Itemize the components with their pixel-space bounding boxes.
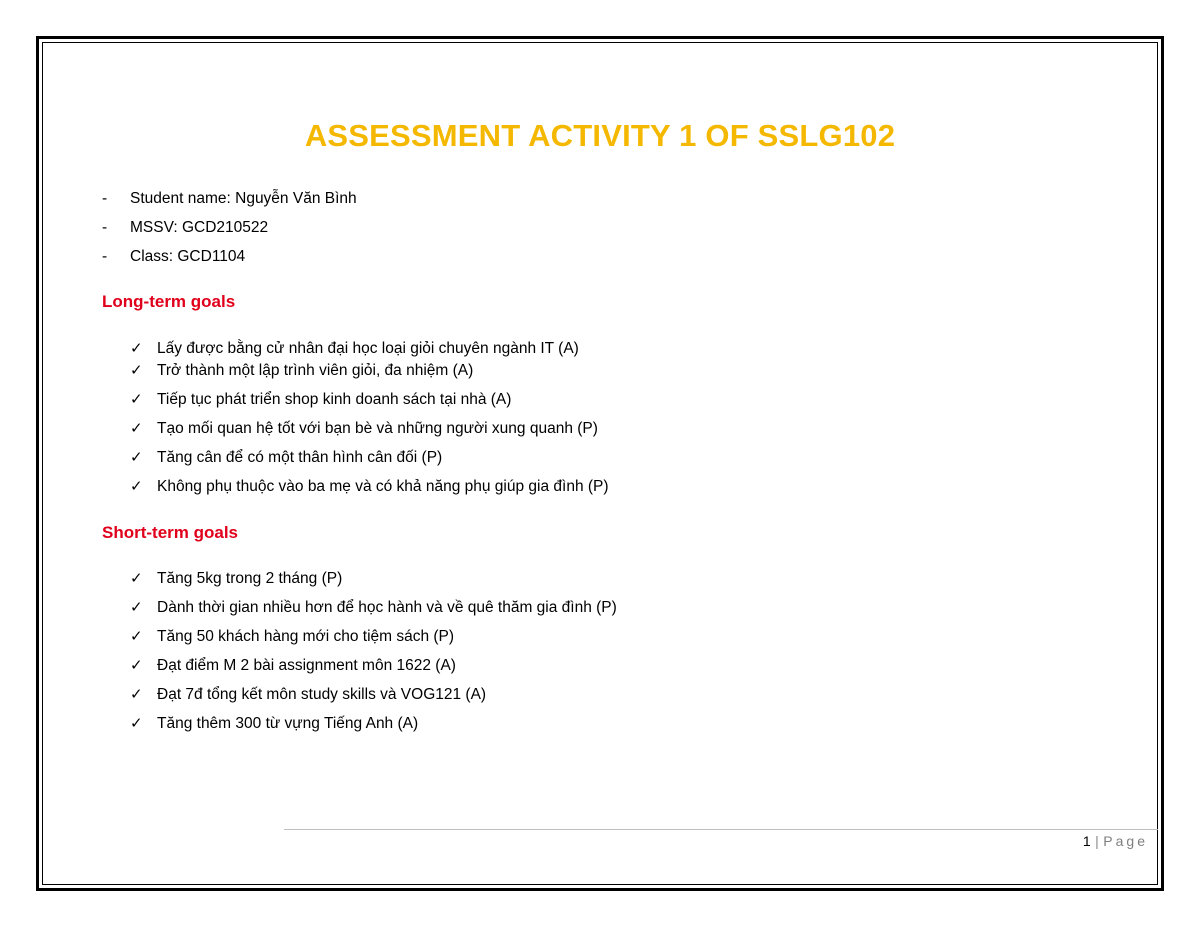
footer-divider (284, 829, 1158, 830)
list-item: ✓ Trở thành một lập trình viên giỏi, đa nhiệm (A) (130, 360, 609, 389)
check-icon: ✓ (130, 391, 143, 408)
list-item: ✓ Tăng thêm 300 từ vựng Tiếng Anh (A) (130, 713, 617, 742)
page-label: Page (1103, 833, 1148, 849)
list-item: ✓ Đạt điểm M 2 bài assignment môn 1622 (A) (130, 655, 617, 684)
student-info-list (102, 187, 357, 274)
check-icon: ✓ (130, 340, 143, 357)
list-item: ✓ Dành thời gian nhiều hơn để học hành và về quê thăm gia đình (P) (130, 597, 617, 626)
check-icon: ✓ (130, 628, 143, 645)
check-icon: ✓ (130, 362, 143, 379)
list-item: ✓ Tăng 50 khách hàng mới cho tiệm sách (P) (130, 626, 617, 655)
page-separator: | (1095, 833, 1100, 849)
long-term-heading: Long-term goals (102, 292, 236, 311)
check-icon: ✓ (130, 686, 143, 703)
short-term-goals-list (130, 568, 617, 742)
check-icon: ✓ (130, 478, 143, 495)
list-item: ✓ Tiếp tục phát triển shop kinh doanh sách tại nhà (A) (130, 389, 609, 418)
info-item-mssv: - MSSV: GCD210522 (102, 219, 269, 236)
check-icon: ✓ (130, 599, 143, 616)
list-item: ✓ Đạt 7đ tổng kết môn study skills và VOG121 (A) (130, 684, 617, 713)
check-icon: ✓ (130, 715, 143, 732)
check-icon: ✓ (130, 570, 143, 587)
page-number: 1 (1082, 833, 1092, 849)
check-icon: ✓ (130, 449, 143, 466)
check-icon: ✓ (130, 657, 143, 674)
page-footer (1083, 833, 1148, 849)
list-item: ✓ Tăng cân để có một thân hình cân đối (P) (130, 447, 609, 476)
list-item: ✓ Lấy được bằng cử nhân đại học loại giỏi chuyên ngành IT (A) (130, 338, 609, 360)
info-item-class: - Class: GCD1104 (102, 248, 246, 265)
check-icon: ✓ (130, 420, 143, 437)
list-item: ✓ Tạo mối quan hệ tốt với bạn bè và những người xung quanh (P) (130, 418, 609, 447)
list-item: ✓ Tăng 5kg trong 2 tháng (P) (130, 568, 617, 597)
document-title: ASSESSMENT ACTIVITY 1 OF SSLG102 (304, 118, 896, 153)
short-term-heading: Short-term goals (102, 523, 239, 542)
list-item: ✓ Không phụ thuộc vào ba mẹ và có khả năng phụ giúp gia đình (P) (130, 476, 609, 505)
info-item-student-name: - Student name: Nguyễn Văn Bình (102, 190, 357, 207)
long-term-goals-list (130, 338, 609, 505)
